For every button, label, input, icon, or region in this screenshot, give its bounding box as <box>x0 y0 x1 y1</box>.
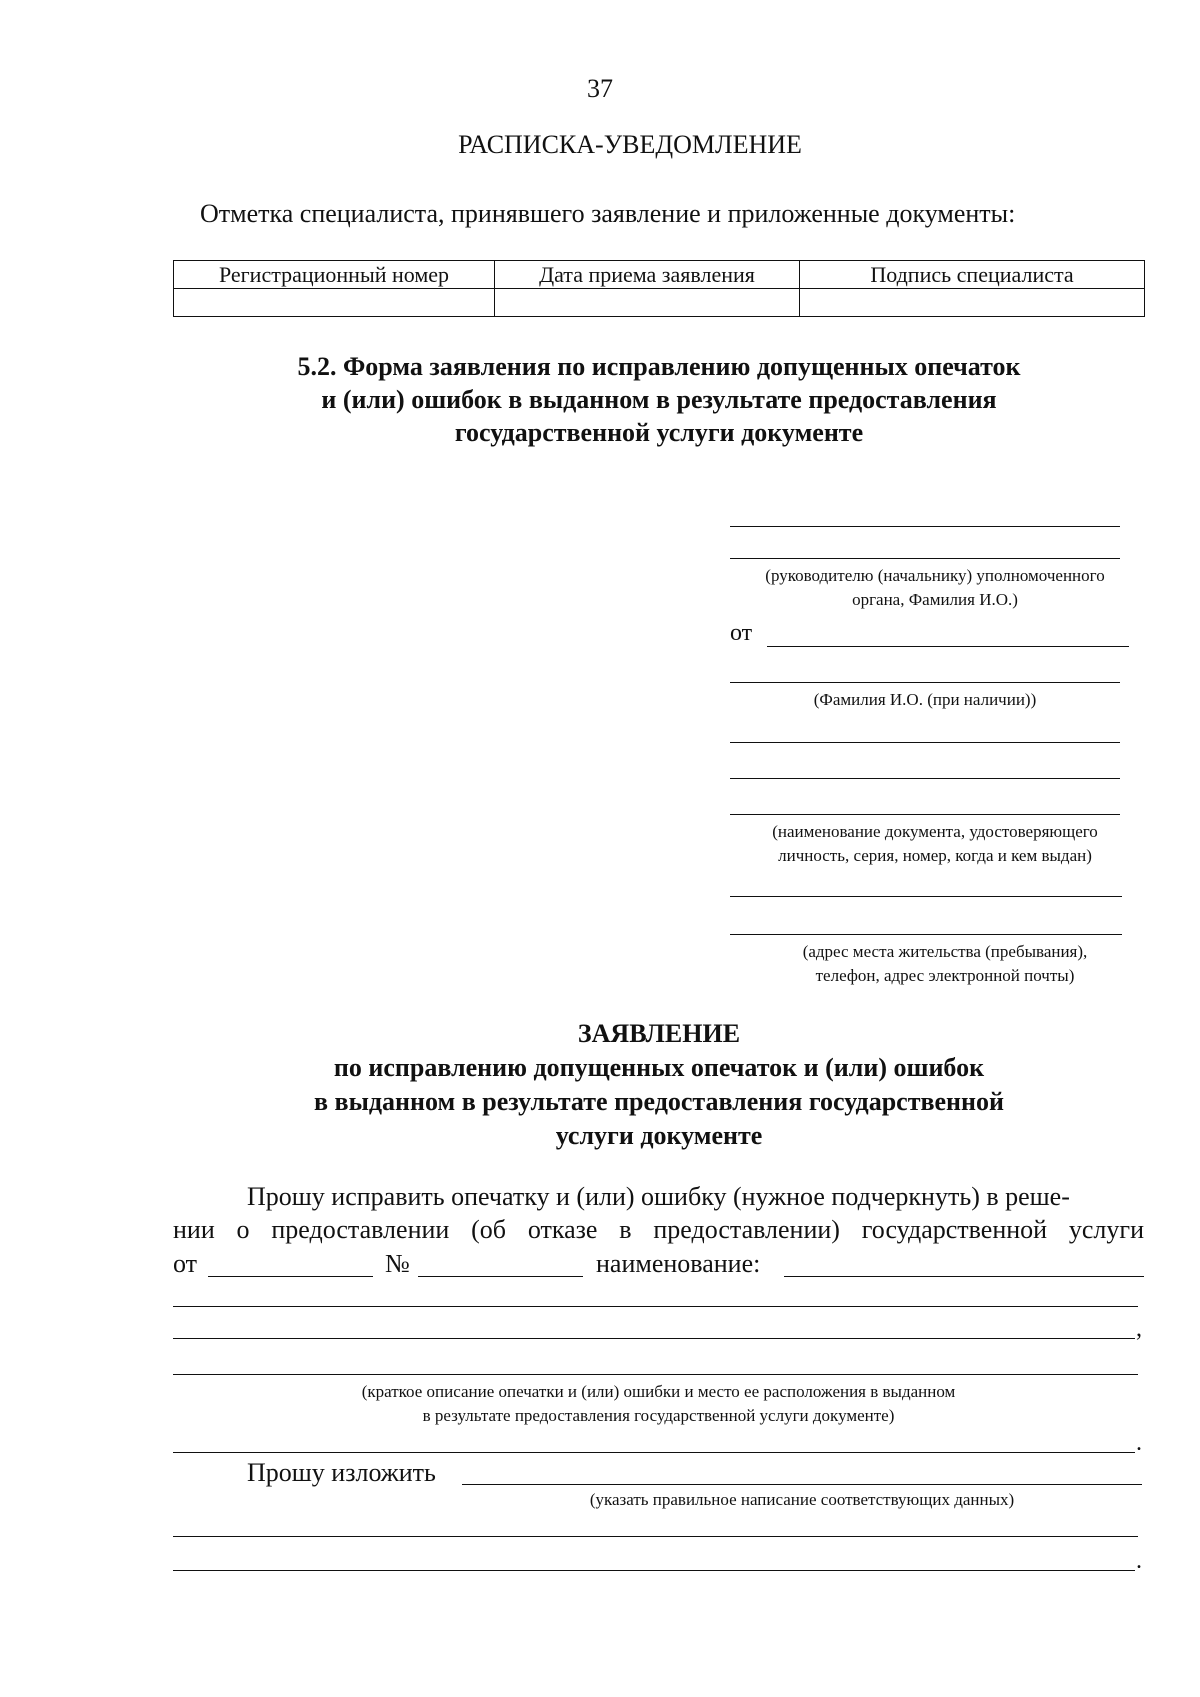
number-label: № <box>385 1249 410 1278</box>
header-registration-number: Регистрационный номер <box>174 261 495 289</box>
state-line-2[interactable] <box>173 1536 1138 1537</box>
head-caption-line-1: (руководителю (начальнику) уполномоченного <box>765 566 1105 585</box>
id-caption <box>730 820 1140 868</box>
desc-line-3[interactable] <box>173 1374 1138 1375</box>
id-line-3[interactable] <box>730 814 1120 815</box>
from-label-body: от <box>173 1249 198 1278</box>
state-line-1[interactable] <box>462 1484 1142 1485</box>
body-line-1: Прошу исправить опечатку и (или) ошибку (нужное подчеркнуть) в реше- <box>247 1182 1070 1211</box>
name-line[interactable] <box>730 682 1120 683</box>
registration-table <box>173 260 1145 317</box>
section-heading-line-3: государственной услуги документе <box>454 418 864 447</box>
desc-caption-line-1: (краткое описание опечатки и (или) ошибки и место ее расположения в выданном <box>361 1382 956 1401</box>
name-caption: (Фамилия И.О. (при наличии)) <box>813 690 1037 709</box>
date-field-line[interactable] <box>208 1276 373 1277</box>
address-line-2[interactable] <box>730 934 1122 935</box>
desc-period: . <box>1136 1430 1142 1456</box>
specialist-signature-cell[interactable] <box>800 289 1145 317</box>
state-line-3[interactable] <box>173 1570 1135 1571</box>
section-heading-line-1: 5.2. Форма заявления по исправлению допущенных опечаток <box>297 352 1021 381</box>
application-title: ЗАЯВЛЕНИЕ <box>577 1019 741 1048</box>
head-line-1[interactable] <box>730 526 1120 527</box>
name-label: наименование: <box>596 1249 761 1278</box>
receipt-date-cell[interactable] <box>495 289 800 317</box>
application-subtitle-3: услуги документе <box>555 1121 763 1150</box>
header-receipt-date: Дата приема заявления <box>495 261 800 289</box>
address-caption <box>750 940 1140 988</box>
registration-number-cell[interactable] <box>174 289 495 317</box>
from-line[interactable] <box>767 646 1129 647</box>
state-period: . <box>1136 1548 1142 1574</box>
name-field-line[interactable] <box>784 1276 1144 1277</box>
section-heading <box>0 350 1200 449</box>
desc-comma: , <box>1136 1316 1142 1342</box>
application-heading <box>0 1017 1200 1153</box>
desc-caption <box>173 1380 1144 1428</box>
address-line-1[interactable] <box>730 896 1122 897</box>
from-label: от <box>730 620 753 646</box>
table-header-row <box>174 261 1145 289</box>
header-specialist-signature: Подпись специалиста <box>800 261 1145 289</box>
desc-line-1[interactable] <box>173 1306 1138 1307</box>
number-field-line[interactable] <box>418 1276 583 1277</box>
state-caption: (указать правильное написание соответствующих данных) <box>589 1490 1015 1509</box>
head-caption <box>730 564 1140 612</box>
page-number: 37 <box>587 74 613 103</box>
body-line-2: нии о предоставлении (об отказе в предоставлении) государственной услуги <box>173 1215 1144 1244</box>
head-line-2[interactable] <box>730 558 1120 559</box>
receipt-note: Отметка специалиста, принявшего заявление и приложенные документы: <box>200 199 1016 228</box>
address-caption-line-1: (адрес места жительства (пребывания), <box>802 942 1088 961</box>
receipt-title: РАСПИСКА-УВЕДОМЛЕНИЕ <box>458 130 802 159</box>
id-caption-line-2: личность, серия, номер, когда и кем выдан) <box>778 846 1092 865</box>
desc-line-4[interactable] <box>173 1452 1135 1453</box>
table-empty-row <box>174 289 1145 317</box>
desc-caption-line-2: в результате предоставления государственной услуги документе) <box>422 1406 895 1425</box>
head-caption-line-2: органа, Фамилия И.О.) <box>852 590 1018 609</box>
id-caption-line-1: (наименование документа, удостоверяющего <box>772 822 1098 841</box>
application-subtitle-1: по исправлению допущенных опечаток и (или) ошибок <box>333 1053 985 1082</box>
section-heading-line-2: и (или) ошибок в выданном в результате предоставления <box>321 385 997 414</box>
desc-line-2[interactable] <box>173 1338 1135 1339</box>
state-label: Прошу изложить <box>247 1458 436 1487</box>
id-line-1[interactable] <box>730 742 1120 743</box>
id-line-2[interactable] <box>730 778 1120 779</box>
application-subtitle-2: в выданном в результате предоставления государственной <box>313 1087 1004 1116</box>
address-caption-line-2: телефон, адрес электронной почты) <box>815 966 1075 985</box>
